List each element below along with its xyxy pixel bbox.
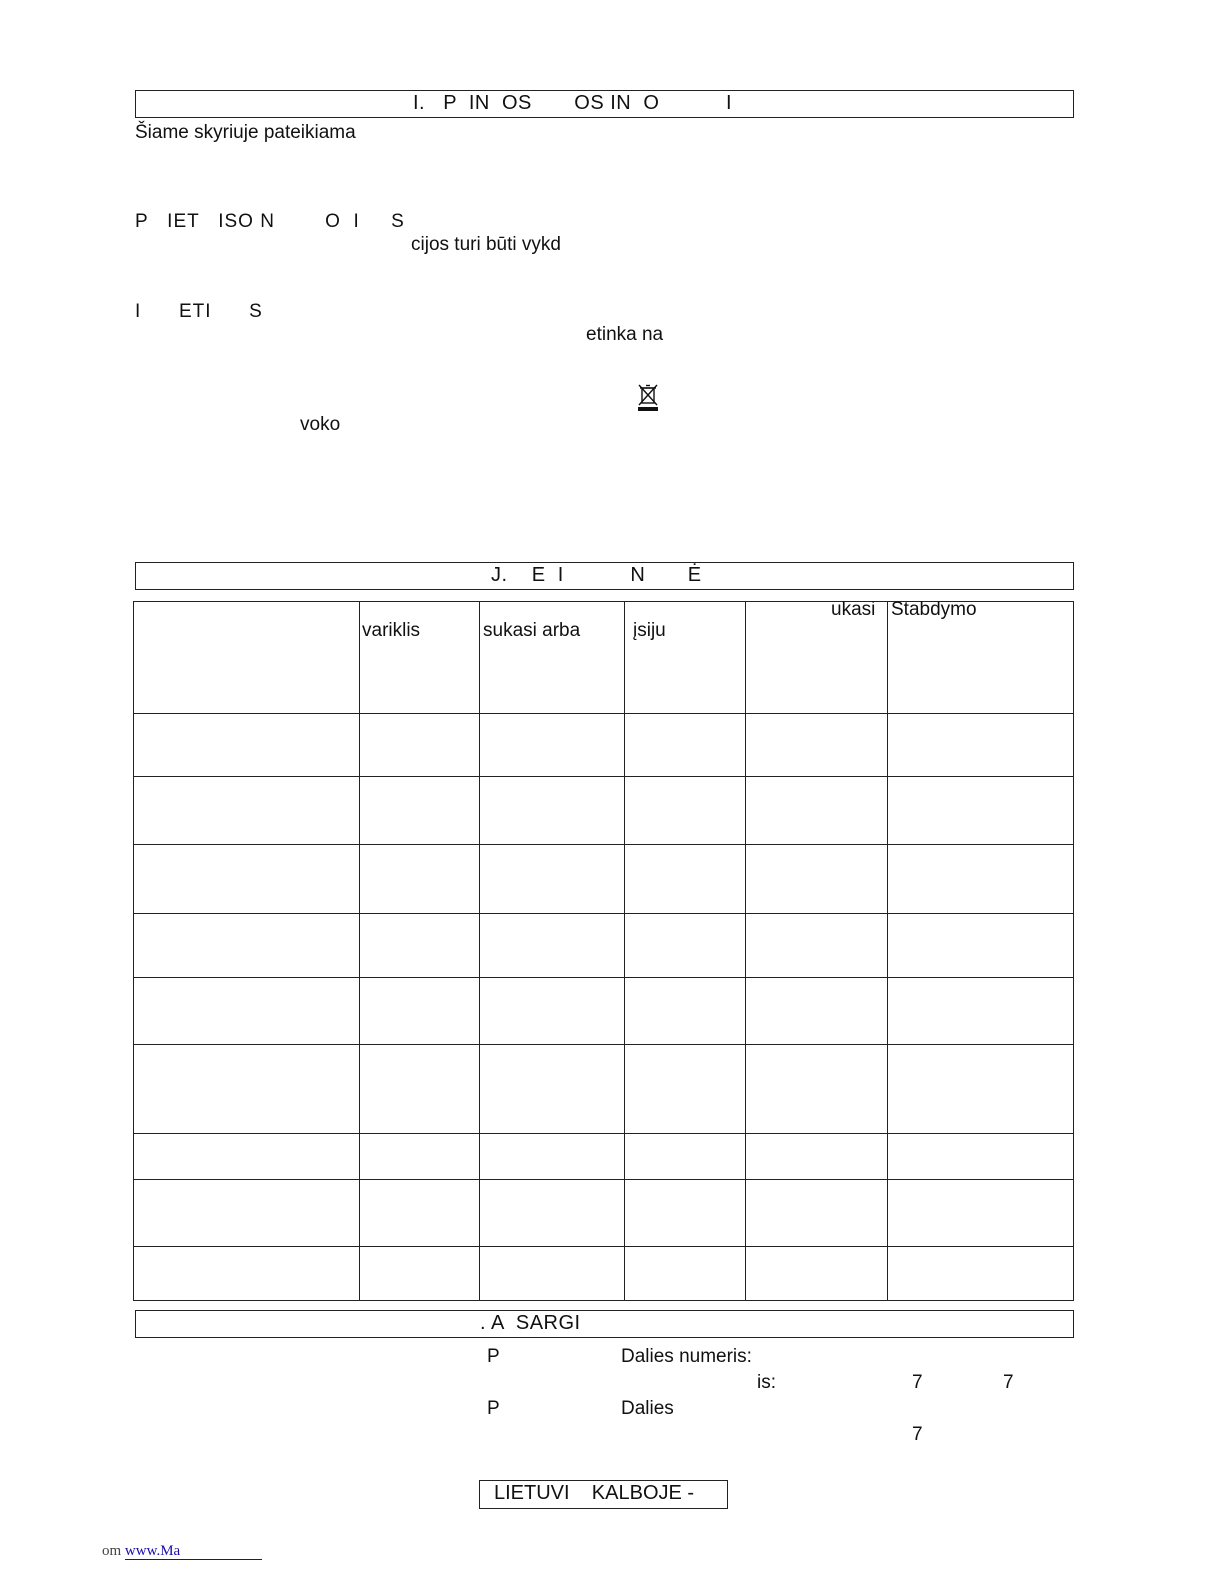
- table-row-divider: [134, 1133, 1073, 1134]
- watermark-prefix: om: [102, 1543, 122, 1559]
- section-i-title: I. P IN OS OS IN O I: [413, 92, 733, 114]
- table-col-divider: [745, 602, 746, 1300]
- table-row-divider: [134, 776, 1073, 777]
- table-row-divider: [134, 1179, 1073, 1180]
- table-col-divider: [479, 602, 480, 1300]
- table-row-divider: [134, 1044, 1073, 1045]
- subsection-2-title: I ETI S: [135, 301, 263, 322]
- table-header-cell: sukasi arba: [483, 620, 581, 641]
- table-col-divider: [887, 602, 888, 1300]
- part-label: P: [487, 1398, 500, 1419]
- section-k-header: [135, 1310, 1074, 1338]
- table-header-cell: įsiju: [633, 620, 666, 641]
- part-number-value: 7: [1003, 1372, 1014, 1393]
- part-number-label: Dalies numeris:: [621, 1346, 752, 1367]
- section-i-header: [135, 90, 1074, 118]
- table-row-divider: [134, 913, 1073, 914]
- part-label: P: [487, 1346, 500, 1367]
- language-label: LIETUVI KALBOJE -: [494, 1482, 695, 1504]
- table-row-divider: [134, 713, 1073, 714]
- table-row-divider: [134, 844, 1073, 845]
- table-header-cell: ukasi: [831, 599, 876, 620]
- subsection-2-text-2: voko: [300, 414, 341, 435]
- watermark: [102, 1543, 262, 1560]
- part-name-label: Dalies: [621, 1398, 674, 1419]
- section-k-title: . A SARGI: [480, 1312, 581, 1334]
- troubleshooting-table: [133, 601, 1074, 1301]
- part-number-value: 7: [912, 1424, 923, 1445]
- table-col-divider: [359, 602, 360, 1300]
- section-j-header: [135, 562, 1074, 590]
- subsection-1-title: P IET ISO N O I S: [135, 211, 405, 232]
- language-footer: [479, 1480, 728, 1509]
- subsection-2-text: etinka na: [586, 324, 664, 345]
- table-row-divider: [134, 977, 1073, 978]
- crossed-bin-icon: [637, 384, 659, 412]
- table-row-divider: [134, 1246, 1073, 1247]
- subsection-1-text: cijos turi būti vykd: [411, 234, 561, 255]
- section-i-intro: Šiame skyriuje pateikiama: [135, 122, 356, 143]
- table-col-divider: [624, 602, 625, 1300]
- part-number-value: 7: [912, 1372, 923, 1393]
- table-header-cell: Stabdymo: [891, 599, 977, 620]
- part-extra-label: is:: [757, 1372, 776, 1393]
- table-header-cell: variklis: [362, 620, 421, 641]
- watermark-link[interactable]: www.Ma: [125, 1543, 262, 1560]
- section-j-title: J. E I N Ė: [491, 564, 702, 586]
